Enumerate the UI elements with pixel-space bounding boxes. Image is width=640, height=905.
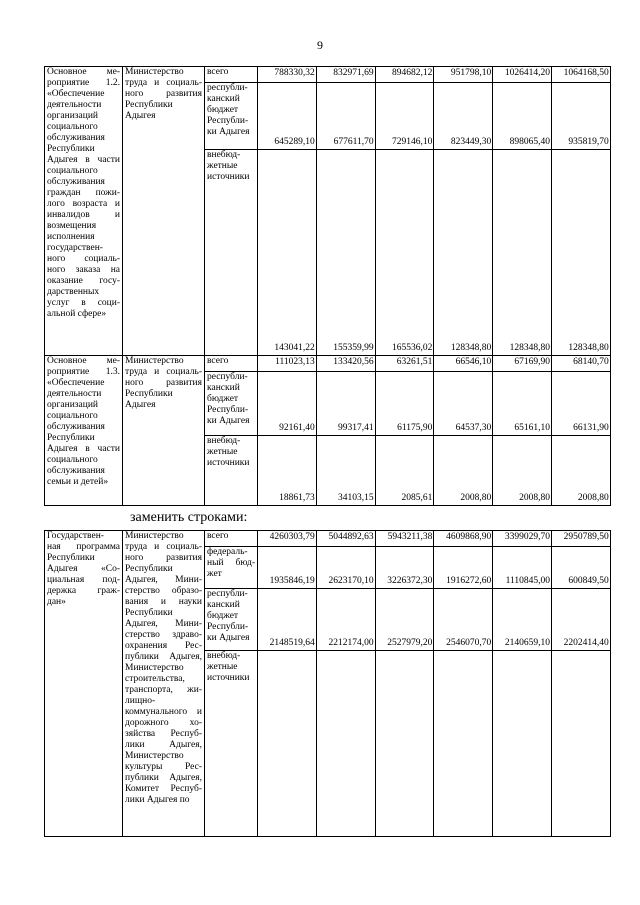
cell-line: жетные (207, 447, 238, 457)
value-cell: 165536,02 (375, 150, 434, 356)
cell-line: организаций (47, 111, 99, 121)
cell-line: «Обеспечение (47, 89, 105, 99)
cell-line: «Обеспечение (47, 378, 105, 388)
cell-line: источники (207, 458, 250, 468)
cell-line: труда и социаль- (125, 78, 202, 88)
cell-line: лого возраста и (47, 199, 120, 209)
cell-line: бюджет (207, 394, 239, 404)
value-cell: 645289,10 (258, 83, 317, 150)
cell-line: Комитет Респуб- (125, 784, 202, 794)
value-cell (375, 651, 434, 837)
value-cell: 99317,41 (316, 372, 375, 436)
value-cell: 133420,56 (316, 356, 375, 372)
cell-line: вания и науки (125, 597, 202, 607)
source-cell (205, 356, 258, 372)
cell-line: ного социаль- (47, 254, 120, 264)
value-cell: 1916272,60 (434, 547, 493, 589)
cell-line: всего (207, 356, 229, 366)
executor-cell (123, 531, 205, 837)
value-cell: 2008,80 (434, 436, 493, 506)
cell-line: ного развития (125, 553, 202, 563)
cell-line: Республики (47, 144, 95, 154)
cell-line: строительства, (125, 674, 185, 684)
page-number: 9 (317, 38, 323, 52)
cell-line: Министерство (125, 356, 184, 366)
cell-line: федераль- (207, 547, 248, 557)
activity-cell (45, 531, 123, 837)
value-cell: 66546,10 (434, 356, 493, 372)
activity-cell (45, 356, 123, 506)
cell-line: Адыгея в части (47, 444, 120, 454)
value-cell: 66131,90 (551, 372, 610, 436)
cell-line: ного развития (125, 378, 202, 388)
value-cell: 823449,30 (434, 83, 493, 150)
cell-line: социального (47, 122, 98, 132)
cell-line: республи- (207, 83, 248, 93)
cell-line: жетные (207, 161, 238, 171)
value-cell: 2202414,40 (551, 589, 610, 651)
cell-line: Государствен- (47, 531, 104, 541)
activity-cell (45, 67, 123, 356)
cell-line: культуры Рес- (125, 762, 202, 772)
source-cell (205, 531, 258, 547)
cell-line: ки Адыгея (207, 127, 250, 137)
source-cell (205, 436, 258, 506)
cell-line: всего (207, 67, 229, 77)
cell-line: социального (47, 455, 98, 465)
value-cell: 2212174,00 (316, 589, 375, 651)
cell-line: альной сфере» (47, 309, 107, 319)
cell-line: Республики (47, 553, 95, 563)
cell-line: семьи и детей» (47, 477, 109, 487)
cell-line: охранения Рес- (125, 641, 202, 651)
cell-line: обслуживания (47, 177, 105, 187)
cell-line: ного заказа на (47, 265, 120, 275)
executor-cell (123, 356, 205, 506)
cell-line: государствен- (47, 243, 103, 253)
value-cell: 63261,51 (375, 356, 434, 372)
value-cell (493, 651, 552, 837)
cell-line: лики Адыгея по (125, 795, 190, 805)
cell-line: ного развития (125, 89, 202, 99)
value-cell: 600849,50 (551, 547, 610, 589)
cell-line: дан» (47, 597, 66, 607)
cell-line: Республи- (207, 622, 249, 632)
cell-line: республи- (207, 372, 248, 382)
cell-line: деятельности (47, 100, 102, 110)
cell-line: коммунального и (125, 707, 202, 717)
cell-line: источники (207, 673, 250, 683)
cell-line: жет (207, 569, 222, 579)
cell-line: циальная под- (47, 575, 120, 585)
cell-line: канский (207, 383, 240, 393)
cell-line: Адыгея (125, 400, 156, 410)
value-cell: 832971,69 (316, 67, 375, 83)
cell-line: Адыгея, Мини- (125, 575, 202, 585)
cell-line: Основное ме- (47, 67, 120, 77)
value-cell: 729146,10 (375, 83, 434, 150)
cell-line: роприятие 1.2. (47, 78, 120, 88)
cell-line: организаций (47, 400, 99, 410)
cell-line: Республи- (207, 116, 249, 126)
cell-line: стерство здраво- (125, 630, 202, 640)
cell-line: бюджет (207, 105, 239, 115)
cell-line: Министерство (125, 751, 184, 761)
value-cell: 64537,30 (434, 372, 493, 436)
cell-line: возмещения (47, 221, 97, 231)
cell-line: Республики (47, 433, 95, 443)
value-cell: 92161,40 (258, 372, 317, 436)
source-cell (205, 589, 258, 651)
value-cell: 5943211,38 (375, 531, 434, 547)
cell-line: источники (207, 172, 250, 182)
cell-line: Основное ме- (47, 356, 120, 366)
value-cell: 67169,90 (493, 356, 552, 372)
cell-line: канский (207, 600, 240, 610)
source-cell (205, 651, 258, 837)
cell-line: деятельности (47, 389, 102, 399)
value-cell: 4609868,90 (434, 531, 493, 547)
value-cell: 68140,70 (551, 356, 610, 372)
cell-line: дорожного хо- (125, 718, 202, 728)
cell-line: Адыгея в части (47, 155, 120, 165)
cell-line: зяйства Респуб- (125, 729, 202, 739)
value-cell (316, 651, 375, 837)
value-cell: 111023,13 (258, 356, 317, 372)
value-cell: 2008,80 (551, 436, 610, 506)
cell-line: Республи- (207, 405, 249, 415)
source-cell (205, 83, 258, 150)
value-cell: 2148519,64 (258, 589, 317, 651)
cell-line: канский (207, 94, 240, 104)
value-cell: 1110845,00 (493, 547, 552, 589)
cell-line: обслуживания (47, 422, 105, 432)
executor-cell (123, 67, 205, 356)
value-cell: 155359,99 (316, 150, 375, 356)
value-cell: 3399029,70 (493, 531, 552, 547)
replace-caption: заменить строками: (130, 510, 248, 525)
value-cell: 1026414,20 (493, 67, 552, 83)
value-cell: 951798,10 (434, 67, 493, 83)
cell-line: ки Адыгея (207, 633, 250, 643)
source-cell (205, 372, 258, 436)
cell-line: ки Адыгея (207, 416, 250, 426)
value-cell: 65161,10 (493, 372, 552, 436)
value-cell: 2527979,20 (375, 589, 434, 651)
cell-line: граждан пожи- (47, 188, 120, 198)
cell-line: оказание госу- (47, 276, 120, 286)
cell-line: обслуживания (47, 466, 105, 476)
value-cell: 5044892,63 (316, 531, 375, 547)
cell-line: внебюд- (207, 651, 241, 661)
cell-line: внебюд- (207, 436, 241, 446)
value-cell (434, 651, 493, 837)
value-cell: 2140659,10 (493, 589, 552, 651)
cell-line: Министерство (125, 531, 184, 541)
cell-line: Республики (125, 608, 173, 618)
value-cell: 677611,70 (316, 83, 375, 150)
cell-line: Республики (125, 564, 173, 574)
cell-line: Адыгея «Со- (47, 564, 120, 574)
table-block-1 (44, 66, 610, 356)
cell-line: обслуживания (47, 133, 105, 143)
value-cell: 34103,15 (316, 436, 375, 506)
cell-line: всего (207, 531, 229, 541)
value-cell: 788330,32 (258, 67, 317, 83)
value-cell: 128348,80 (493, 150, 552, 356)
cell-line: стерство образо- (125, 586, 202, 596)
value-cell: 143041,22 (258, 150, 317, 356)
cell-line: ный бюд- (207, 558, 255, 568)
value-cell: 1064168,50 (551, 67, 610, 83)
cell-line: услуг в соци- (47, 298, 120, 308)
value-cell: 2950789,50 (551, 531, 610, 547)
value-cell: 2008,80 (493, 436, 552, 506)
value-cell: 894682,12 (375, 67, 434, 83)
cell-line: жетные (207, 662, 238, 672)
cell-line: Министерство (125, 67, 184, 77)
cell-line: публики Адыгея, (125, 773, 202, 783)
cell-line: бюджет (207, 611, 239, 621)
table-block-2 (44, 355, 610, 506)
cell-line: публики Адыгея, (125, 652, 202, 662)
value-cell (551, 651, 610, 837)
cell-line: социального (47, 411, 98, 421)
value-cell: 2085,61 (375, 436, 434, 506)
value-cell: 935819,70 (551, 83, 610, 150)
cell-line: роприятие 1.3. (47, 367, 120, 377)
cell-line: Республики (125, 389, 173, 399)
cell-line: Министерство (125, 663, 184, 673)
cell-line: труда и социаль- (125, 542, 202, 552)
cell-line: ная программа (47, 542, 120, 552)
cell-line: лищно- (125, 696, 156, 706)
value-cell: 2546070,70 (434, 589, 493, 651)
value-cell: 1935846,19 (258, 547, 317, 589)
value-cell (258, 651, 317, 837)
value-cell: 61175,90 (375, 372, 434, 436)
value-cell: 898065,40 (493, 83, 552, 150)
source-cell (205, 67, 258, 83)
cell-line: внебюд- (207, 150, 241, 160)
value-cell: 3226372,30 (375, 547, 434, 589)
table-block-3 (44, 530, 610, 837)
source-cell (205, 150, 258, 356)
cell-line: транспорта, жи- (125, 685, 202, 695)
cell-line: республи- (207, 589, 248, 599)
cell-line: дарственных (47, 287, 100, 297)
cell-line: держка граж- (47, 586, 120, 596)
cell-line: Адыгея, Мини- (125, 619, 202, 629)
cell-line: Адыгея (125, 111, 156, 121)
cell-line: труда и социаль- (125, 367, 202, 377)
cell-line: инвалидов и (47, 210, 120, 220)
value-cell: 128348,80 (551, 150, 610, 356)
cell-line: лики Адыгея, (125, 740, 202, 750)
value-cell: 18861,73 (258, 436, 317, 506)
cell-line: исполнения (47, 232, 95, 242)
cell-line: Республики (125, 100, 173, 110)
value-cell: 2623170,10 (316, 547, 375, 589)
source-cell (205, 547, 258, 589)
cell-line: социального (47, 166, 98, 176)
value-cell: 128348,80 (434, 150, 493, 356)
value-cell: 4260303,79 (258, 531, 317, 547)
